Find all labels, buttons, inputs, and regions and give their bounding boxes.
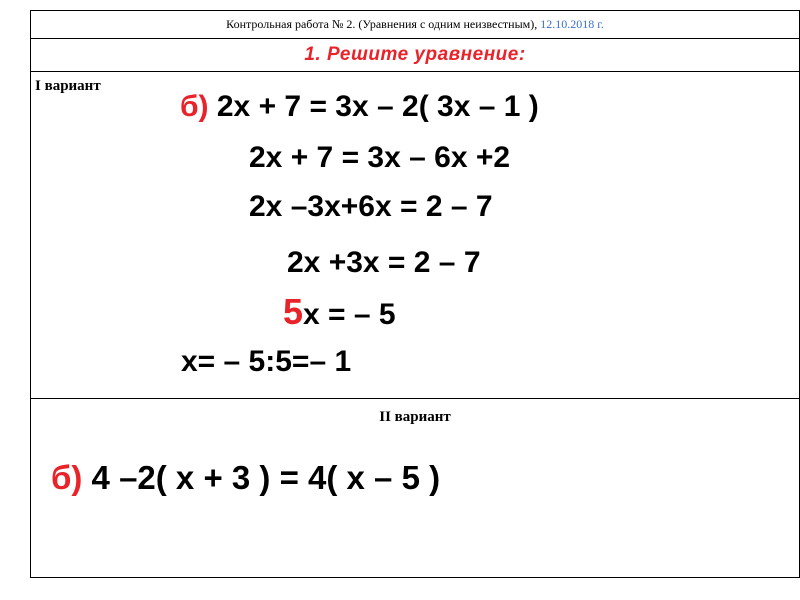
task-row <box>31 39 799 72</box>
worksheet-title-text: Контрольная работа № 2. (Уравнения с одним неизвестным), <box>226 17 538 31</box>
variant1-step3: 2x +3x = 2 – 7 <box>287 246 481 279</box>
variant1-step1: 2x + 7 = 3x – 6x +2 <box>249 141 511 174</box>
worksheet-date: 12.10.2018 г. <box>540 17 604 31</box>
variant1-step2: 2x –3x+6x = 2 – 7 <box>249 190 493 223</box>
variant1-row <box>31 72 799 399</box>
variant2-prefix: б) <box>51 459 83 496</box>
task-title: 1. Решите уравнение: <box>304 44 526 65</box>
worksheet-table <box>30 10 800 578</box>
variant1-answer: x= – 5:5=– 1 <box>181 345 352 378</box>
variant1-step4-rest: x = – 5 <box>303 298 396 331</box>
header-row <box>31 11 799 39</box>
variant1-problem-text: 2x + 7 = 3x – 2( 3x – 1 ) <box>216 90 539 123</box>
variant2-row <box>31 399 799 579</box>
variant1-prefix: б) <box>180 90 209 123</box>
variant2-label: II вариант <box>379 409 451 425</box>
worksheet-title <box>31 17 799 32</box>
variant1-step4-coefficient: 5 <box>283 291 304 332</box>
variant2-problem <box>51 461 440 494</box>
variant1-label: I вариант <box>35 78 101 94</box>
variant2-problem-text: 4 –2( x + 3 ) = 4( x – 5 ) <box>91 459 441 496</box>
variant1-step4 <box>283 291 396 332</box>
variant1-problem <box>180 92 539 122</box>
